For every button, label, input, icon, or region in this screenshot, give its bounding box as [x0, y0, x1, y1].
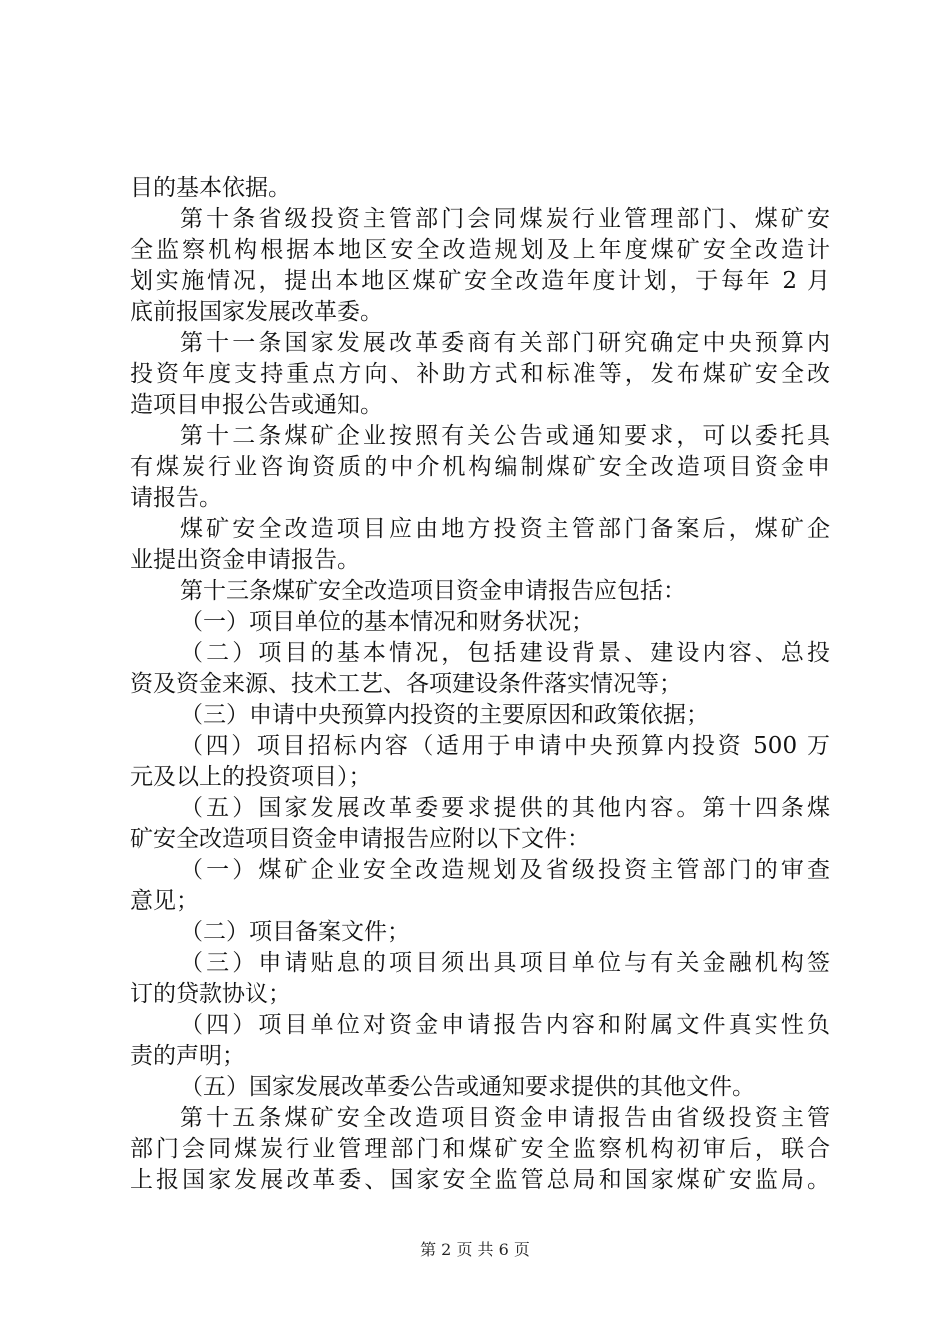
text-line: （一）煤矿企业安全改造规划及省级投资主管部门的审查: [180, 857, 830, 883]
text-line: 划实施情况，提出本地区煤矿安全改造年度计划，于每年 2 月: [130, 268, 830, 294]
text-line: 底前报国家发展改革委。: [130, 299, 383, 325]
text-line: 第十三条煤矿安全改造项目资金申请报告应包括：: [180, 578, 686, 604]
text-line: 煤矿安全改造项目应由地方投资主管部门备案后，煤矿企: [180, 516, 830, 542]
text-line: 第十二条煤矿企业按照有关公告或通知要求，可以委托具: [180, 423, 830, 449]
text-line: 元及以上的投资项目）；: [130, 764, 372, 790]
text-line: 订的贷款协议；: [130, 981, 291, 1007]
text-line: （五）国家发展改革委要求提供的其他内容。第十四条煤: [180, 795, 830, 821]
document-body: [130, 173, 830, 1196]
text-line: 第十条省级投资主管部门会同煤炭行业管理部门、煤矿安: [180, 206, 830, 232]
text-line: 造项目申报公告或通知。: [130, 392, 383, 418]
text-line: （四）项目单位对资金申请报告内容和附属文件真实性负: [180, 1012, 830, 1038]
text-line: （二）项目的基本情况，包括建设背景、建设内容、总投: [180, 640, 830, 666]
text-line: 有煤炭行业咨询资质的中介机构编制煤矿安全改造项目资金申: [130, 454, 830, 480]
text-line: （三）申请贴息的项目须出具项目单位与有关金融机构签: [180, 950, 830, 976]
text-line: （四）项目招标内容（适用于申请中央预算内投资 500 万: [180, 733, 830, 759]
text-line: （三）申请中央预算内投资的主要原因和政策依据；: [180, 702, 709, 728]
text-line: 上报国家发展改革委、国家安全监管总局和国家煤矿安监局。: [130, 1167, 830, 1193]
text-line: 矿安全改造项目资金申请报告应附以下文件：: [130, 826, 590, 852]
text-line: 部门会同煤炭行业管理部门和煤矿安全监察机构初审后，联合: [130, 1136, 830, 1162]
text-line: 意见；: [130, 888, 199, 914]
text-line: 第十一条国家发展改革委商有关部门研究确定中央预算内: [180, 330, 830, 356]
page-number-footer: 第 2 页 共 6 页: [420, 1240, 530, 1259]
text-line: 投资年度支持重点方向、补助方式和标准等，发布煤矿安全改: [130, 361, 830, 387]
text-line: （五）国家发展改革委公告或通知要求提供的其他文件。: [180, 1074, 755, 1100]
text-line: （二）项目备案文件；: [180, 919, 410, 945]
text-line: 目的基本依据。: [130, 175, 291, 201]
text-line: （一）项目单位的基本情况和财务状况；: [180, 609, 594, 635]
text-line: 请报告。: [130, 485, 222, 511]
text-line: 第十五条煤矿安全改造项目资金申请报告由省级投资主管: [180, 1105, 830, 1131]
text-line: 全监察机构根据本地区安全改造规划及上年度煤矿安全改造计: [130, 237, 830, 263]
text-line: 责的声明；: [130, 1043, 245, 1069]
text-line: 资及资金来源、技术工艺、各项建设条件落实情况等；: [130, 671, 682, 697]
text-line: 业提出资金申请报告。: [130, 547, 360, 573]
